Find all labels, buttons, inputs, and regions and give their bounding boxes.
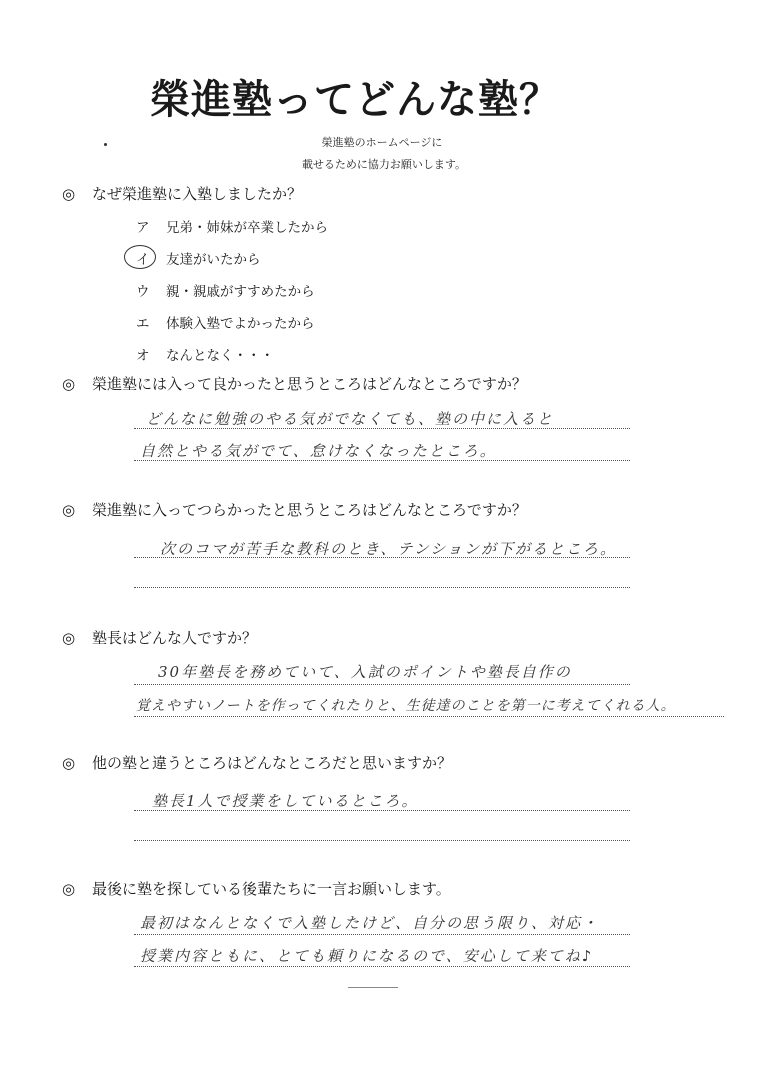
option-letter: ウ <box>136 284 150 300</box>
answer-line <box>134 810 630 811</box>
answer-4-line-2: 覚えやすいノートを作ってくれたりと、生徒達のことを第一に考えてくれる人。 <box>136 698 676 714</box>
question-2 <box>62 373 527 394</box>
answer-2-line-2: 自然とやる気がでて、怠けなくなったところ。 <box>140 442 497 460</box>
option-o <box>136 344 274 364</box>
answer-line <box>134 460 630 461</box>
question-1-text: なぜ榮進塾に入塾しましたか？ <box>92 185 303 203</box>
question-4-text: 塾長はどんな人ですか？ <box>92 629 258 647</box>
option-letter: オ <box>136 348 150 364</box>
page-title: 榮進塾ってどんな塾？ <box>150 77 560 123</box>
answer-line <box>134 684 630 685</box>
stray-dot <box>104 143 107 146</box>
answer-line <box>134 934 630 935</box>
answer-line <box>134 428 630 429</box>
option-letter: ア <box>136 220 150 236</box>
question-2-text: 榮進塾には入って良かったと思うところはどんなところですか？ <box>92 375 527 393</box>
double-circle-icon: ◎ <box>62 629 76 647</box>
option-label: 兄弟・姉妹が卒業したから <box>166 220 328 236</box>
question-3 <box>62 499 527 520</box>
answer-line <box>134 966 630 967</box>
double-circle-icon: ◎ <box>62 754 76 772</box>
answer-line <box>134 840 630 841</box>
answer-3-line-1: 次のコマが苦手な教科のとき、テンションが下がるところ。 <box>160 540 617 558</box>
option-i <box>136 248 261 268</box>
answer-2-line-1: どんなに勉強のやる気がでなくても、塾の中に入ると <box>146 410 555 428</box>
question-4 <box>62 627 257 648</box>
double-circle-icon: ◎ <box>62 501 76 519</box>
question-3-text: 榮進塾に入ってつらかったと思うところはどんなところですか？ <box>92 501 527 519</box>
option-label: 体験入塾でよかったから <box>166 316 315 332</box>
option-letter: イ <box>136 252 150 268</box>
question-5-text: 他の塾と違うところはどんなところだと思いますか？ <box>92 754 453 772</box>
double-circle-icon: ◎ <box>62 375 76 393</box>
answer-5-line-1: 塾長1人で授業をしているところ。 <box>152 792 419 810</box>
end-divider <box>348 987 398 988</box>
answer-line <box>134 587 630 588</box>
option-label: なんとなく・・・ <box>166 348 274 364</box>
answer-6-line-2: 授業内容ともに、とても頼りになるので、安心して来てね♪ <box>140 947 594 965</box>
option-label: 親・親戚がすすめたから <box>166 284 315 300</box>
double-circle-icon: ◎ <box>62 185 76 203</box>
option-a <box>136 216 328 236</box>
answer-line <box>134 557 630 558</box>
question-6-text: 最後に塾を探している後輩たちに一言お願いします。 <box>92 880 451 898</box>
option-u <box>136 280 315 300</box>
option-label: 友達がいたから <box>166 252 261 268</box>
subtitle-line-2: 載せるために協力お願いします。 <box>301 158 467 171</box>
subtitle-line-1: 榮進塾のホームページに <box>321 136 443 149</box>
question-5 <box>62 752 452 773</box>
answer-4-line-1: 30年塾長を務めていて、入試のポイントや塾長自作の <box>158 663 572 681</box>
option-letter: エ <box>136 316 150 332</box>
double-circle-icon: ◎ <box>62 880 76 898</box>
question-6 <box>62 878 451 899</box>
answer-6-line-1: 最初はなんとなくで入塾したけど、自分の思う限り、対応・ <box>140 914 600 932</box>
question-1 <box>62 183 302 204</box>
answer-line <box>134 716 724 717</box>
option-e <box>136 312 315 332</box>
